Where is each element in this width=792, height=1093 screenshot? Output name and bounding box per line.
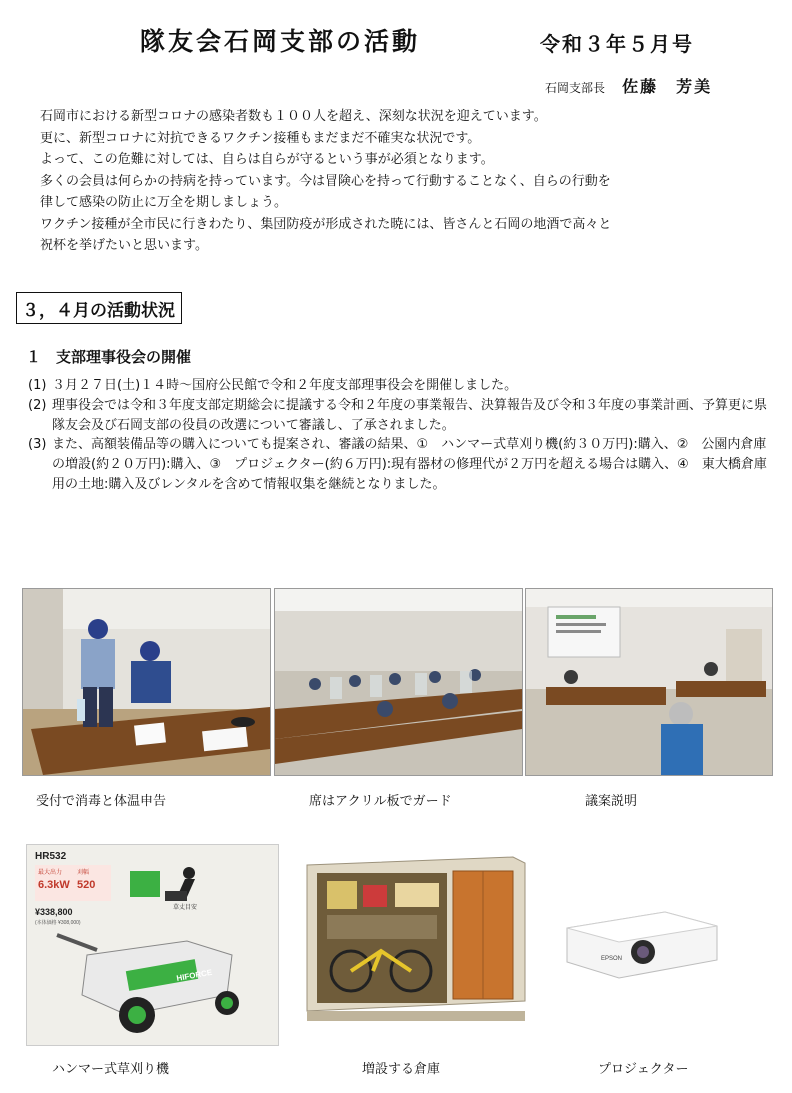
mower-spec2-value: 520 (77, 879, 96, 891)
photo-projector (561, 908, 721, 982)
caption-presentation: 議案説明 (585, 794, 638, 809)
item-text: また、高額装備品等の購入についても提案され、審議の結果、① ハンマー式草刈り機(約３０万円):購入、② 公園内倉庫の増設(約２０万円):購入、③ プロジェクター(約６万円):現有器材の修理代が２万円を超える場合は購入、④ 東大橋倉庫用の土地:購入及びレンタルを含めて情報収集を継続となりました。 (52, 437, 767, 492)
intro-line: 石岡市における新型コロナの感染者数も１００人を超え、深刻な状況を迎えています。 (40, 109, 547, 124)
intro-paragraph (40, 106, 760, 257)
photo-seating (274, 588, 523, 776)
activity-list (28, 376, 773, 495)
issue-label: 令和３年５月号 (540, 32, 694, 56)
item-number: (1) (28, 378, 47, 393)
caption-shed: 増設する倉庫 (362, 1062, 441, 1077)
intro-line: 更に、新型コロナに対抗できるワクチン接種もまだまだ不確実な状況です。 (40, 130, 481, 146)
intro-line: ワクチン接種が全市民に行きわたり、集団防疫が形成された暁には、皆さんと石岡の地酒で高々と (40, 216, 612, 232)
item-number: (2) (28, 397, 47, 413)
caption-mower: ハンマー式草刈り機 (52, 1062, 170, 1077)
caption-projector: プロジェクター (598, 1062, 689, 1077)
list-item (28, 376, 773, 396)
item-number: (3) (28, 437, 47, 453)
intro-line: 律して感染の防止に万全を期しましょう。 (40, 195, 288, 210)
item-text: 理事役会では令和３年度支部定期総会に提議する令和２年度の事業報告、決算報告及び令和３年度の事業計画、予算更に県隊友会及び石岡支部の役員の改選について審議し、了承されました。 (52, 397, 768, 433)
mower-spec1-label: 最大出力 (38, 870, 63, 876)
caption-seating: 席はアクリル板でガード (309, 794, 452, 809)
author-name: 佐藤 芳美 (622, 77, 713, 96)
section-heading: ３，４月の活動状況 (16, 292, 182, 324)
mower-brand: HIFORCE (175, 967, 213, 983)
mower-spec1-value: 6.3kW (38, 879, 70, 891)
list-item (28, 435, 773, 494)
projector-brand: EPSON (601, 956, 623, 962)
mower-price-note: (本体価格 ¥308,000) (35, 920, 81, 926)
photo-mower-ad (26, 844, 279, 1046)
list-item (28, 396, 773, 436)
intro-line: 多くの会員は何らかの持病を持っています。今は冒険心を持って行動することなく、自らの行動を (40, 173, 611, 189)
photo-presentation (525, 588, 773, 776)
author-line (545, 74, 712, 97)
photo-shed (303, 851, 529, 1029)
mower-model: HR532 (35, 851, 67, 862)
document-title: 隊友会石岡支部の活動 (140, 27, 421, 56)
intro-line: 祝杯を挙げたいと思います。 (40, 238, 208, 253)
item-text: ３月２７日(土)１４時～国府公民館で令和２年度支部理事役会を開催しました。 (52, 378, 518, 393)
mower-spec2-label: 刈幅 (77, 870, 90, 876)
mower-price: ¥338,800 (35, 907, 73, 917)
photo-reception (22, 588, 271, 776)
mower-grass-label: 草丈目安 (173, 905, 198, 911)
caption-reception: 受付で消毒と体温申告 (36, 794, 167, 809)
author-role: 石岡支部長 (545, 81, 606, 95)
subheading: １ 支部理事役会の開催 (26, 348, 192, 366)
intro-line: よって、この危難に対しては、自らは自らが守るという事が必須となります。 (40, 152, 494, 167)
